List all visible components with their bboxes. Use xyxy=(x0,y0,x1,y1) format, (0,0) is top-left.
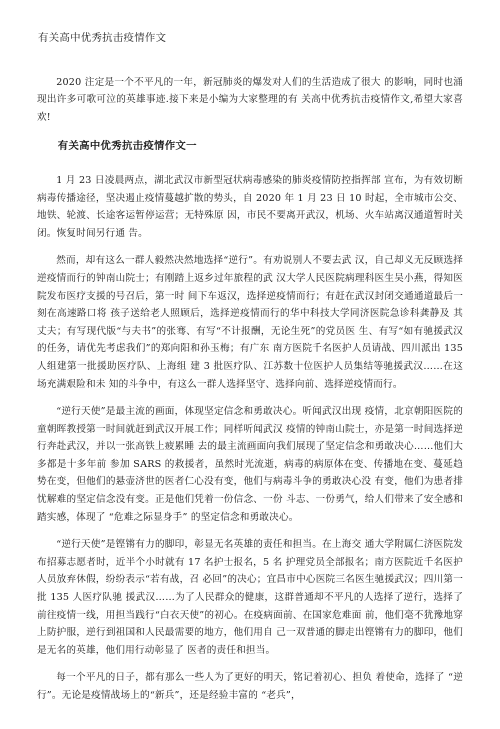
section-heading: 有关高中优秀抗击疫情作文一 xyxy=(57,140,197,153)
body-paragraph-4: “逆行天使”是铿锵有力的脚印，彰显无名英雄的责任和担当。在上海交 通大学附属仁济医院发布招募志愿者时，近半个小时就有 17 名护士报名，5 名 护理党员全部报名；南方医院近千名医护人员放弃休假，纷纷表示“若有战，召 必回”的决心；宜昌市中心医院三名医生驰援武汉；四川第一批 135 人医疗队驰 援武汉……为了人民群众的健康，这群普通却不平凡的人选择了逆行，选择了 前往疫情一线，用担当践行“白衣天使”的初心。在疫病面前、在国家危难面 前，他们毫不犹豫地穿上防护服，逆行到祖国和人民最需要的地方，他们用自 己一双普通的脚走出铿锵有力的脚印，他们是无名的英雄，他们用行动彰显了 医者的责任和担当。 xyxy=(37,539,463,656)
body-paragraph-1: 1 月 23 日凌晨两点，湖北武汉市新型冠状病毒感染的肺炎疫情防控指挥部 宣布，为有效切断病毒传播途径，坚决遏止疫情蔓越扩散的势头，自 2020 年 1 月 23 日 10 时起，全市城市公交、地铁、轮渡、长途客运暂停运营；无特殊原 因，市民不要离开武汉，机场、火车站离汉通道暂时关闭。恢复时间另行通 告。 xyxy=(37,174,463,239)
intro-paragraph: 2020 注定是一个不平凡的一年，新冠肺炎的爆发对人们的生活造成了很大 的影响，同时也涌现出许多可歌可泣的英雄事迹.接下来是小编为大家整理的有 关高中优秀抗击疫情作文,希望大家喜欢! xyxy=(37,76,463,123)
document-title: 有关高中优秀抗击疫情作文 xyxy=(38,32,167,44)
body-paragraph-5: 每一个平凡的日子，都有那么一些人为了更好的明天，铭记着初心、担负 着使命，选择了 “逆行”。无论是疫情战场上的“新兵”，还是经验丰富的 “老兵”， xyxy=(37,672,463,701)
body-paragraph-2: 然而，却有这么一群人毅然决然地选择“逆行”。有劝说别人不要去武 汉，自己却义无反顾选择逆疫情而行的钟南山院士；有刚踏上返乡过年旅程的武 汉大学人民医院病理科医生吴小燕，得知医院发布医疗支援的号召后，第一时 间下车返汉，选择逆疫情而行；有赶在武汉封闭交通通道最后一刻在高速路口将 孩子送给老人照顾后，选择逆疫情而行的华中科技大学同济医院急诊科龚静及 其丈夫；有写现代版“与夫书”的张骞、有写“不计报酬，无论生死”的党员医 生、有写“如有驰援武汉的任务，请优先考虑我们”的郑向阳和孙玉梅；有广东 南方医院千名医护人员请战、四川派出 135 人组建第一批援助医疗队、上海组 建 3 批医疗队、江苏数十位医护人员集结等驰援武汉……在这场充满艰险和未 知的斗争中，有这么一群人选择坚守、选择向前、选择逆疫情而行。 xyxy=(37,255,463,390)
body-paragraph-3: “逆行天使”是最主流的画面，体现坚定信念和勇敢决心。听闻武汉出现 疫情，北京朝阳医院的童朝晖教授第一时间就赶到武汉开展工作；同样听闻武汉 疫情的钟南山院士，亦是第一时间选择逆行奔赴武汉，并以一张高铁上疲累睡 去的最主流画面向我们展现了坚定信念和勇敢决心……他们大多都是十多年前 参加 SARS 的救援者，虽然时光流逝，病毒的病原体在变、传播地在变、蔓延趋 势在变，但他们的悬壶济世的医者仁心没有变，他们与病毒斗争的勇敢决心没 有变，他们为患者排忧解难的坚定信念没有变。正是他们凭着一份信念、一份 斗志、一份勇气，给人们带来了安全感和踏实感，体现了 “危难之际显身手” 的坚定信念和勇敢决心。 xyxy=(37,406,463,523)
